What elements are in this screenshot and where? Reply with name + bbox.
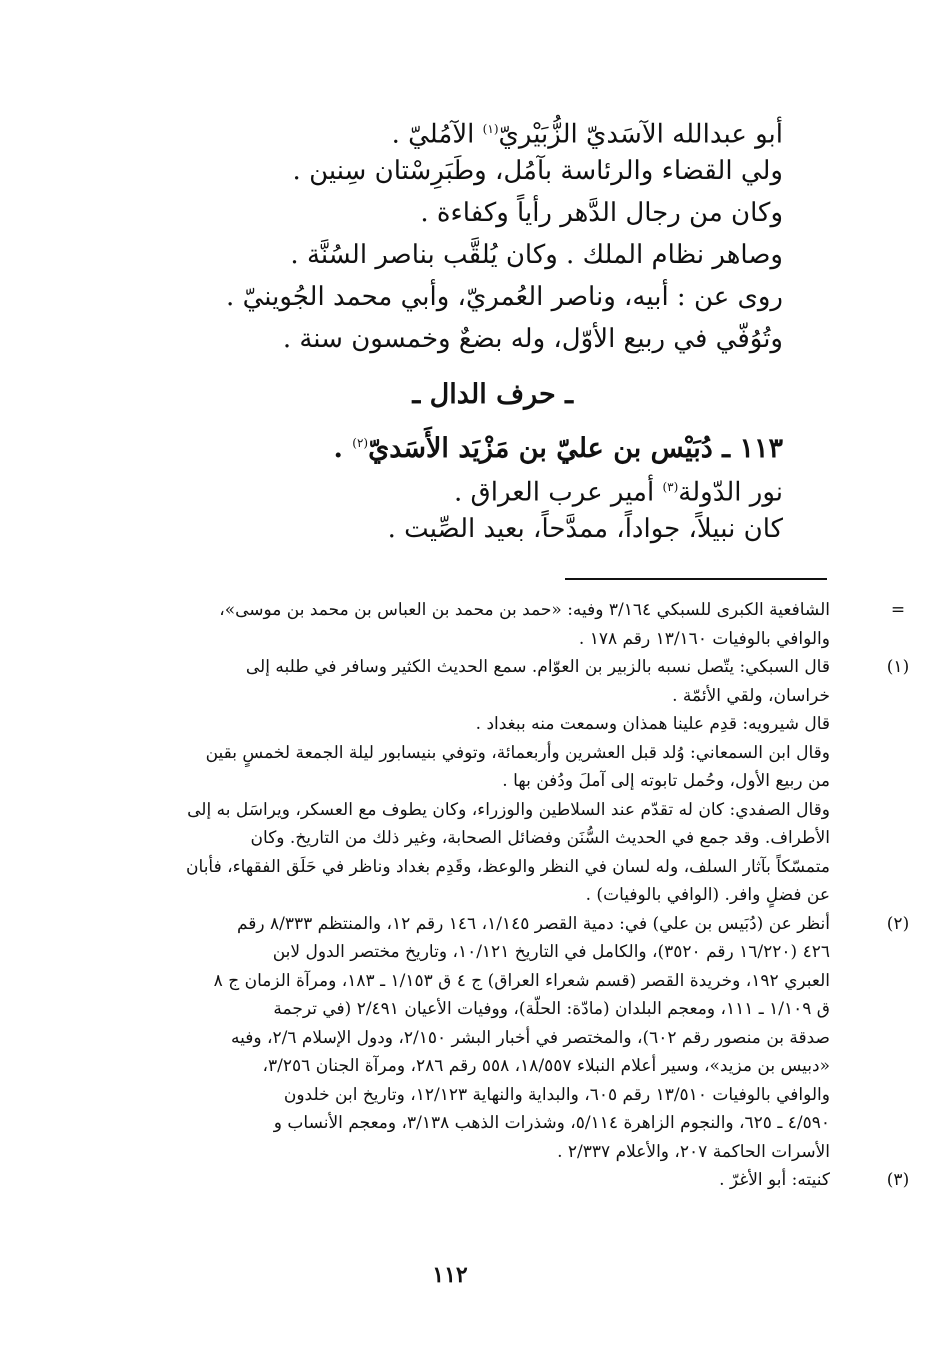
footnote-line: قال السبكي: يتّصل نسبه بالزبير بن العوّام. سمع الحديث الكثير وسافر في طلبه إلى [245,657,830,677]
footnote-marker: = [890,600,906,620]
footnote-line: والوافي بالوفيات ١٣/١٦٠ رقم ١٧٨ . [578,628,830,649]
main-line-last: كان نبيلاً، جواداً، ممدَّحاً، بعيد الصِّيت . [387,514,783,544]
footnote-line: ٤٢٦ (١٦/٢٢٠ رقم ٣٥٢٠)، والكامل في التاريخ ١٠/١٢١، وتاريخ مختصر الدول لابن [272,942,830,962]
footnote-2 [115,910,910,1167]
main-line-1 [143,108,783,150]
main-line-nur-text-a: نور الدّولة [678,477,783,508]
main-line-2: ولي القضاء والرئاسة بآمُل، وطَبَرِسْتان سِنين . [292,156,783,186]
main-line-1-text-b: الآمُليّ . [391,119,483,150]
footnote-line: من ربيع الأول، وحُمل تابوته إلى آملَ ودُفن بها . [502,771,830,791]
main-text-block [143,108,783,550]
main-line-3: وكان من رجال الدَّهر رأياً وكفاءة . [420,198,783,228]
footnote-ref-2[interactable]: (٢) [352,436,369,450]
footnote-line: قال شيرويه: قدِم علينا همذان وسمعت منه ببغداد . [475,714,830,734]
footnotes-block [115,596,910,1195]
footnote-line: عن فضلٍ وافر. (الوافي بالوفيات) . [585,885,830,905]
footnote-line: وقال ابن السمعاني: وُلد قبل العشرين وأربعمائة، وتوفي بنيسابور ليلة الجمعة لخمسٍ بقين [205,742,830,763]
footnote-line: الأسرات الحاكمة ٢٠٧، والأعلام ٢/٣٣٧ . [557,1141,830,1162]
footnote-3 [115,1166,910,1195]
footnote-1 [115,653,910,910]
footnote-line: أنظر عن (دُبَيس بن علي) في: دمية القصر ١/١٤٥، ١٤٦ رقم ١٢، والمنتظم ٨/٣٣٣ رقم [236,913,830,934]
main-line-1-text-a: أبو عبدالله الآسَديّ الزُّبَيْريّ [498,119,783,150]
main-line-4: وصاهر نظام الملك . وكان يُلقَّب بناصر السُنَّة . [290,240,783,270]
main-line-6: وتُوُفّي في ربيع الأوّل، وله بضعٌ وخمسون سنة . [282,324,783,354]
footnote-line: «دبيس بن مزيد»، وسير أعلام النبلاء ١٨/٥٥٧، ٥٥٨ رقم ٢٨٦، ومرآة الجنان ٣/٢٥٦، [262,1056,830,1076]
footnote-line: الأطراف. وقد جمع في الحديث السُّنَن وفضائل الصحابة، وغير ذلك من التاريخ. وكان [250,828,830,848]
footnote-line: والوافي بالوفيات ١٣/٥١٠ رقم ٦٠٥، والبداية والنهاية ١٢/١٢٣، وتاريخ ابن خلدون [283,1084,830,1105]
entry-heading [143,420,783,466]
footnote-line: العبري ١٩٢، وخريدة القصر (قسم شعراء العراق) ج ٤ ق ١/١٥٣ ـ ١٨٣، ومرآة الزمان ج ٨ [213,970,830,991]
main-line-5: روى عن : أبيه، وناصر العُمريّ، وأبي محمد الجُوينيّ . [226,282,783,312]
entry-heading-text: ١١٣ ـ دُبَيْس بن عليّ بن مَزْيَد الأَسَديّ [368,433,783,464]
footnote-line: صدقة بن منصور رقم ٦٠٢)، والمختصر في أخبار البشر ٢/١٥٠، ودول الإسلام ٢/٦، وفيه [231,1027,830,1048]
footnote-line: وقال الصفدي: كان له تقدّم عند السلاطين والوزراء، وكان يطوف مع العسكر، ويراسَل به إلى [187,799,830,820]
main-line-nur [143,466,783,508]
footnote-marker: (٣) [886,1170,910,1190]
footnote-line: ٤/٥٩٠ ـ ٦٢٥، والنجوم الزاهرة ٥/١١٤، وشذرات الذهب ٣/١٣٨، ومعجم الأنساب و [273,1113,830,1133]
footnote-ref-1[interactable]: (١) [482,122,499,136]
page-number: ١١٢ [432,1262,468,1288]
footnote-line: ق ١/١٠٩ ـ ١١١، ومعجم البلدان (مادّة: الحلّة)، ووفيات الأعيان ٢/٤٩١ (في ترجمة [273,999,830,1019]
entry-heading-end: . [333,433,353,464]
footnote-separator [565,578,827,580]
footnote-marker: (١) [886,657,910,677]
footnote-ref-3[interactable]: (٣) [662,480,679,494]
footnote-line: متمسّكاً بآثار السلف، وله لسان في النظر والوعظ، وقَدِم بغداد وناظر في حَلَق الفقهاء، فأبان [186,856,830,877]
footnote-line: خراسان، ولقي الأئمّة . [672,685,830,706]
footnote-line: الشافعية الكبرى للسبكي ٣/١٦٤ وفيه: «حمد بن محمد بن العباس بن محمد بن موسى»، [219,600,830,620]
main-line-nur-text-b: أمير عرب العراق . [454,477,663,508]
footnote-continuation [115,596,906,653]
section-heading: ـ حرف الدال ـ [412,379,573,410]
footnote-line: كنيته: أبو الأغرّ . [719,1170,830,1190]
footnote-marker: (٢) [886,913,910,934]
